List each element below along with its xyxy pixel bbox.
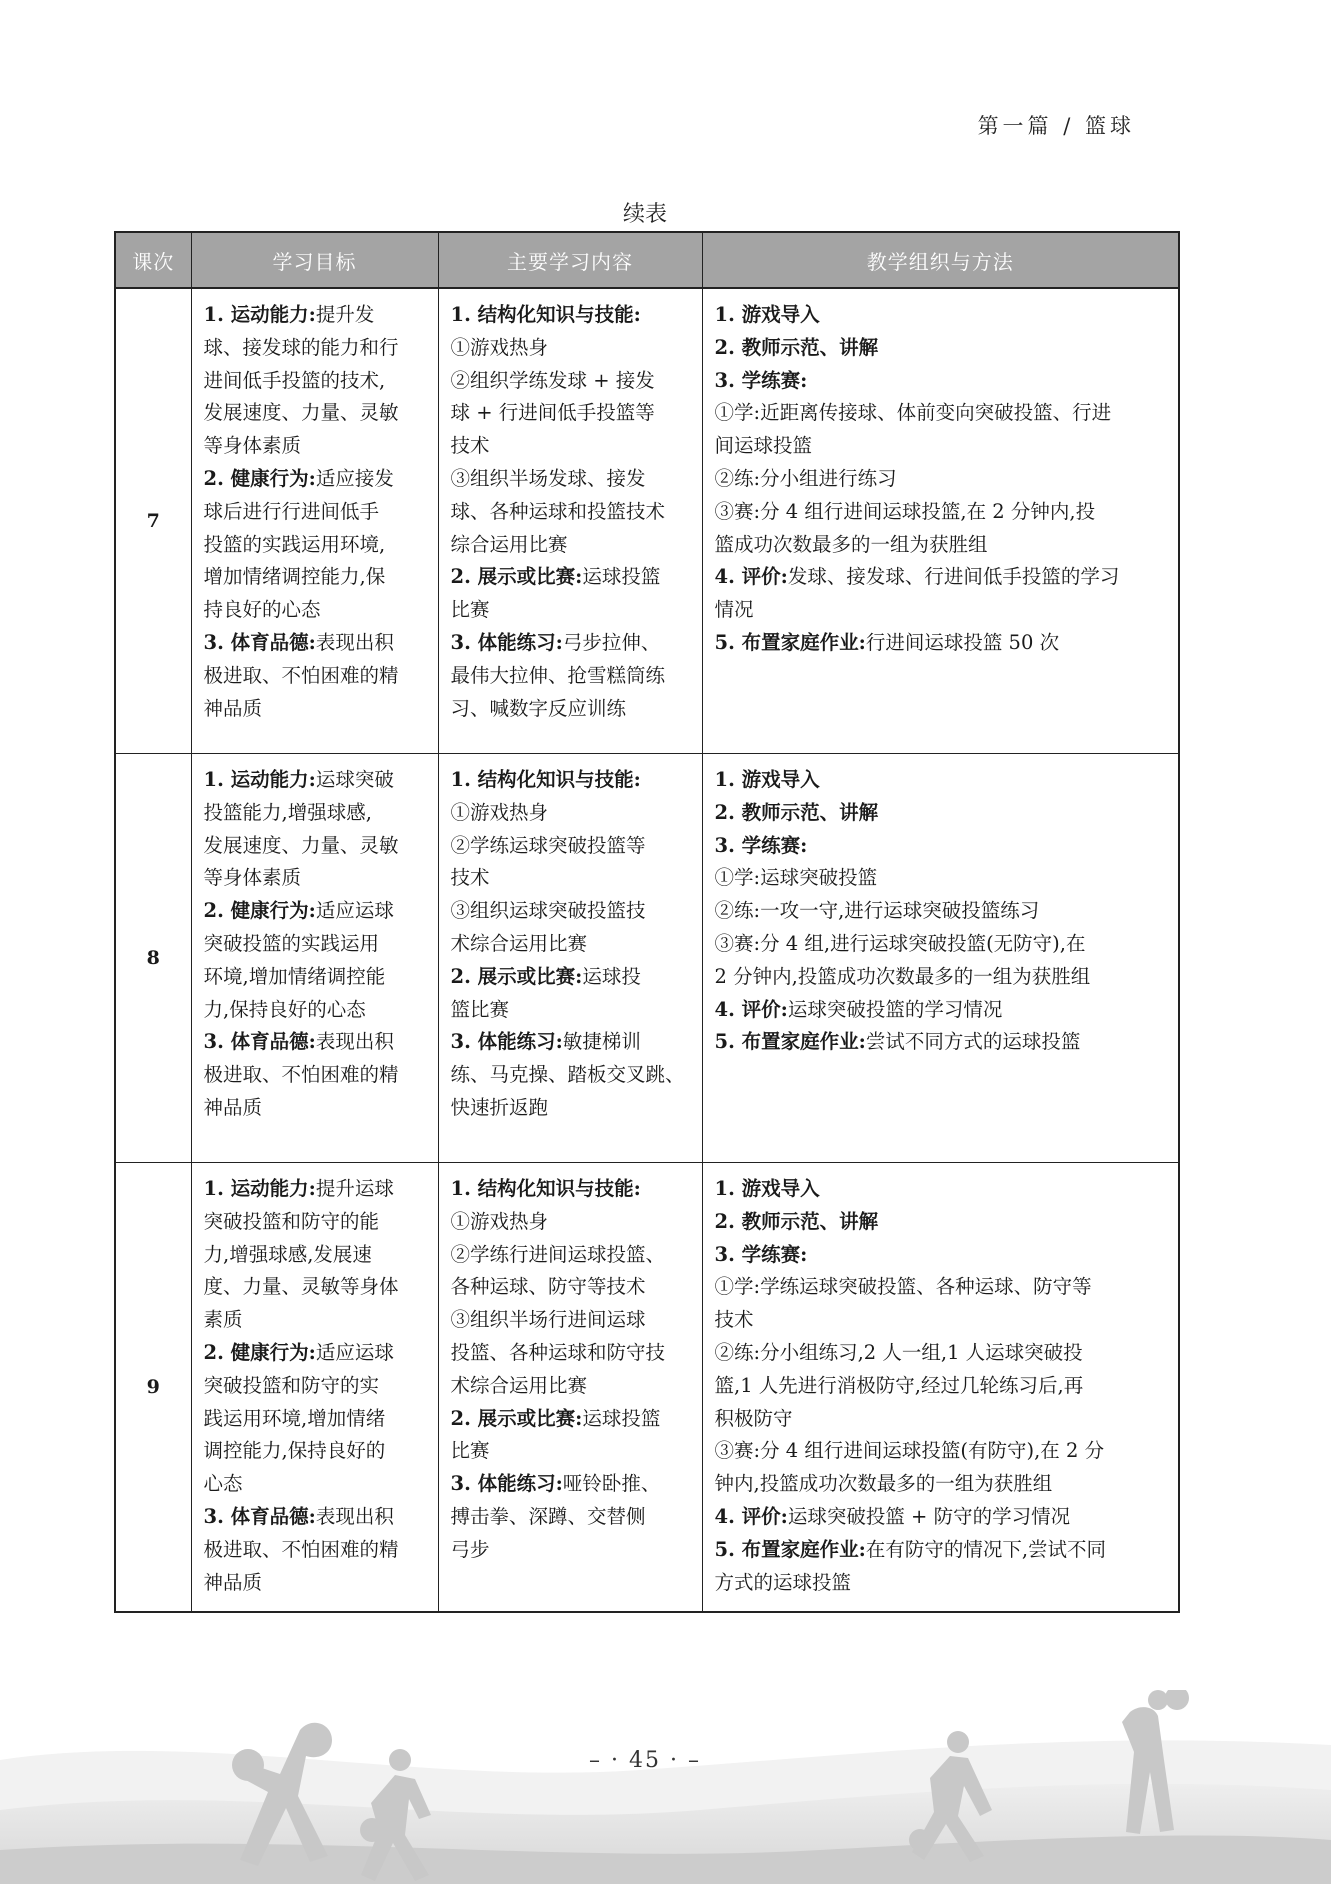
footer-decoration [0,1690,1331,1884]
item-label: 3. 体能练习: [450,1030,563,1054]
methods-line [715,332,1167,365]
item-text: ②练:分小组练习,2 人一组,1 人运球突破投 [714,1340,1083,1364]
objectives-line [204,895,426,928]
objectives-line [204,561,426,594]
item-text: 球 + 行进间低手投篮等 [450,401,655,425]
item-label: 5. 布置家庭作业: [714,1030,866,1054]
methods-line [715,1370,1167,1403]
content-line [451,797,690,830]
running-head: 第一篇 / 篮球 [977,114,1135,138]
objectives-line [204,830,426,863]
objectives-cell [191,754,438,1163]
content-line [451,529,690,562]
item-label: 3. 体育品德: [203,1030,316,1054]
methods-line [715,1534,1167,1567]
item-text: 尝试不同方式的运球投篮 [865,1030,1081,1054]
objectives-line [204,797,426,830]
objectives-line [204,365,426,398]
content-line [451,496,690,529]
item-text: 发球、接发球、行进间低手投篮的学习 [787,565,1120,589]
item-label: 1. 结构化知识与技能: [450,1177,641,1200]
content-line [451,1403,690,1436]
objectives-line [204,594,426,627]
item-text: 神品质 [203,1570,263,1594]
methods-line [715,627,1167,660]
methods-line [715,529,1167,562]
item-text: 球、各种运球和投篮技术 [450,499,666,523]
item-text: 搏击拳、深蹲、交替侧 [450,1504,646,1528]
item-label: 1. 游戏导入 [714,1177,820,1200]
content-line [451,397,690,430]
content-line [451,463,690,496]
item-label: 1. 结构化知识与技能: [450,303,641,326]
item-text: 等身体素质 [203,434,302,458]
lesson-number: 8 [115,754,191,1163]
content-line [451,1206,690,1239]
item-label: 1. 运动能力: [203,1177,316,1200]
item-text: ①学:学练运球突破投篮、各种运球、防守等 [714,1275,1092,1299]
item-text: 运球投篮 [582,565,661,589]
item-text: ③赛:分 4 组,进行运球突破投篮(无防守),在 [714,931,1086,955]
item-text: 力,增强球感,发展速 [203,1242,372,1266]
methods-line [715,961,1167,994]
item-text: 练、马克操、踏板交叉跳、 [450,1063,685,1087]
objectives-line [204,1435,426,1468]
objectives-line [204,299,426,332]
item-text: 术综合运用比赛 [450,1373,588,1397]
methods-line [715,928,1167,961]
content-line [451,1501,690,1534]
item-text: 素质 [203,1308,243,1332]
methods-line [715,1304,1167,1337]
item-label: 4. 评价: [714,565,788,589]
item-text: 最伟大拉伸、抢雪糕筒练 [450,663,666,687]
objectives-line [204,928,426,961]
item-text: 提升发 [315,303,375,326]
objectives-line [204,1271,426,1304]
item-label: 1. 结构化知识与技能: [450,768,641,791]
item-text: ②练:分小组进行练习 [714,466,897,490]
methods-line [715,1337,1167,1370]
item-label: 2. 展示或比赛: [450,1406,583,1430]
item-text: 适应接发 [315,466,394,490]
item-text: 运球突破 [315,768,394,791]
item-label: 1. 运动能力: [203,768,316,791]
item-text: 神品质 [203,1095,263,1119]
objectives-line [204,1501,426,1534]
methods-line [715,1501,1167,1534]
item-label: 3. 学练赛: [714,1242,808,1266]
objectives-line [204,529,426,562]
objectives-line [204,496,426,529]
item-text: 适应运球 [315,899,394,923]
objectives-line [204,961,426,994]
methods-line [715,561,1167,594]
item-text: 运球投 [582,964,641,988]
objectives-line [204,1206,426,1239]
item-label: 2. 教师示范、讲解 [714,800,879,824]
lesson-plan-table [114,231,1180,1613]
content-line [451,660,690,693]
item-text: ②学练运球突破投篮等 [450,833,646,857]
item-text: 方式的运球投篮 [714,1570,852,1594]
item-text: ③组织半场发球、接发 [450,466,646,490]
item-text: 球、接发球的能力和行 [203,335,399,359]
item-label: 3. 体能练习: [450,1472,563,1496]
methods-cell [702,754,1179,1163]
item-label: 3. 学练赛: [714,833,808,857]
item-label: 3. 体育品德: [203,1504,316,1528]
column-header-content: 主要学习内容 [438,232,702,288]
item-text: ②学练行进间运球投篮、 [450,1242,666,1266]
content-line [451,764,690,797]
item-label: 2. 教师示范、讲解 [714,1209,879,1233]
objectives-line [204,1337,426,1370]
methods-line [715,830,1167,863]
item-text: 弓步 [450,1537,490,1561]
objectives-line [204,764,426,797]
item-text: 持良好的心态 [203,598,321,622]
content-line [451,1092,690,1125]
item-text: ②组织学练发球 + 接发 [450,368,655,392]
item-label: 3. 体能练习: [450,630,563,654]
item-text: 技术 [450,434,490,458]
content-line [451,994,690,1027]
page-number: – · 45 · – [589,1748,701,1773]
objectives-line [204,463,426,496]
table-row [115,754,1179,1163]
item-text: ③组织半场行进间运球 [450,1308,646,1332]
item-text: 弓步拉伸、 [562,630,661,654]
content-line [451,299,690,332]
item-text: 篮成功次数最多的一组为获胜组 [714,532,988,556]
table-header-row [115,232,1179,288]
item-text: 投篮的实践运用环境, [203,532,386,556]
table-caption: 续表 [622,202,667,227]
item-text: 神品质 [203,696,263,720]
item-text: ③赛:分 4 组行进间运球投篮(有防守),在 2 分 [714,1439,1105,1463]
objectives-line [204,1370,426,1403]
content-line [451,928,690,961]
objectives-line [204,1239,426,1272]
item-text: 突破投篮和防守的能 [203,1209,380,1233]
item-text: 情况 [714,598,754,622]
methods-line [715,862,1167,895]
item-text: 投篮、各种运球和防守技 [450,1340,666,1364]
item-label: 3. 体育品德: [203,630,316,654]
item-text: 极进取、不怕困难的精 [203,1063,399,1087]
item-label: 1. 游戏导入 [714,303,820,326]
table-row [115,288,1179,754]
item-text: ①游戏热身 [450,335,549,359]
objectives-line [204,332,426,365]
content-cell [438,1163,702,1613]
item-label: 5. 布置家庭作业: [714,630,866,654]
objectives-line [204,862,426,895]
methods-line [715,994,1167,1027]
content-line [451,1534,690,1567]
item-label: 2. 健康行为: [203,1340,316,1364]
column-header-objectives: 学习目标 [191,232,438,288]
item-text: ①游戏热身 [450,800,549,824]
content-line [451,365,690,398]
item-text: 篮比赛 [450,997,510,1021]
lesson-number: 7 [115,288,191,754]
item-text: 技术 [714,1308,754,1332]
methods-cell [702,288,1179,754]
item-text: 积极防守 [714,1406,793,1430]
content-line [451,830,690,863]
content-line [451,594,690,627]
content-line [451,332,690,365]
content-line [451,627,690,660]
content-line [451,693,690,726]
content-line [451,1059,690,1092]
item-text: 度、力量、灵敏等身体 [203,1275,399,1299]
content-line [451,862,690,895]
objectives-line [204,693,426,726]
item-label: 3. 学练赛: [714,368,808,392]
item-text: 比赛 [450,1439,490,1463]
methods-line [715,764,1167,797]
methods-line [715,1026,1167,1059]
methods-line [715,797,1167,830]
methods-line [715,1206,1167,1239]
item-text: 行进间运球投篮 50 次 [865,630,1060,654]
item-text: ①游戏热身 [450,1209,549,1233]
objectives-line [204,1403,426,1436]
item-text: 篮,1 人先进行消极防守,经过几轮练习后,再 [714,1373,1084,1397]
objectives-cell [191,288,438,754]
item-text: 在有防守的情况下,尝试不同 [865,1537,1107,1561]
lesson-number: 9 [115,1163,191,1613]
content-line [451,1435,690,1468]
item-text: 突破投篮和防守的实 [203,1373,380,1397]
item-text: 心态 [203,1472,243,1496]
item-label: 2. 健康行为: [203,466,316,490]
methods-line [715,365,1167,398]
item-text: 技术 [450,866,490,890]
objectives-line [204,1026,426,1059]
item-label: 2. 展示或比赛: [450,565,583,589]
methods-line [715,1403,1167,1436]
item-text: ③组织运球突破投篮技 [450,899,646,923]
item-text: 球后进行行进间低手 [203,499,380,523]
item-text: 运球突破投篮 + 防守的学习情况 [787,1504,1071,1528]
item-text: 间运球投篮 [714,434,813,458]
item-text: 增加情绪调控能力,保 [203,565,386,589]
objectives-cell [191,1163,438,1613]
objectives-line [204,1534,426,1567]
column-header-methods: 教学组织与方法 [702,232,1179,288]
item-text: 2 分钟内,投篮成功次数最多的一组为获胜组 [714,964,1091,988]
content-line [451,430,690,463]
content-line [451,1468,690,1501]
item-text: 投篮能力,增强球感, [203,800,372,824]
content-line [451,1173,690,1206]
item-text: ②练:一攻一守,进行运球突破投篮练习 [714,899,1040,923]
item-label: 2. 展示或比赛: [450,964,583,988]
item-text: 表现出积 [315,1504,394,1528]
item-text: 敏捷梯训 [562,1030,641,1054]
item-label: 5. 布置家庭作业: [714,1537,866,1561]
objectives-line [204,1567,426,1600]
item-text: 钟内,投篮成功次数最多的一组为获胜组 [714,1472,1053,1496]
content-line [451,1026,690,1059]
content-cell [438,754,702,1163]
table-row [115,1163,1179,1613]
item-text: 快速折返跑 [450,1095,549,1119]
content-line [451,895,690,928]
item-text: 践运用环境,增加情绪 [203,1406,386,1430]
item-text: 习、喊数字反应训练 [450,696,627,720]
objectives-line [204,627,426,660]
methods-line [715,1435,1167,1468]
footer-wave-graphic [0,1690,1331,1884]
item-text: 适应运球 [315,1340,394,1364]
methods-line [715,463,1167,496]
item-text: 等身体素质 [203,866,302,890]
item-label: 2. 教师示范、讲解 [714,335,879,359]
item-text: 各种运球、防守等技术 [450,1275,646,1299]
methods-line [715,430,1167,463]
methods-line [715,1173,1167,1206]
content-line [451,1337,690,1370]
content-line [451,561,690,594]
item-text: 综合运用比赛 [450,532,568,556]
item-text: 运球投篮 [582,1406,661,1430]
item-text: 术综合运用比赛 [450,931,588,955]
objectives-line [204,1092,426,1125]
methods-line [715,397,1167,430]
content-cell [438,288,702,754]
item-label: 4. 评价: [714,997,788,1021]
item-text: 极进取、不怕困难的精 [203,663,399,687]
item-text: 表现出积 [315,1030,394,1054]
item-text: 表现出积 [315,630,394,654]
item-text: 提升运球 [315,1177,394,1200]
item-text: 发展速度、力量、灵敏 [203,401,399,425]
methods-line [715,594,1167,627]
item-label: 2. 健康行为: [203,899,316,923]
objectives-line [204,1468,426,1501]
objectives-line [204,397,426,430]
methods-line [715,1468,1167,1501]
methods-line [715,299,1167,332]
item-text: 调控能力,保持良好的 [203,1439,386,1463]
objectives-line [204,1173,426,1206]
objectives-line [204,1059,426,1092]
item-label: 4. 评价: [714,1504,788,1528]
item-text: 突破投篮的实践运用 [203,931,380,955]
content-line [451,1239,690,1272]
methods-line [715,1239,1167,1272]
item-text: ③赛:分 4 组行进间运球投篮,在 2 分钟内,投 [714,499,1096,523]
item-text: ①学:运球突破投篮 [714,866,878,890]
item-label: 1. 游戏导入 [714,768,820,791]
item-label: 1. 运动能力: [203,303,316,326]
content-line [451,1370,690,1403]
item-text: 极进取、不怕困难的精 [203,1537,399,1561]
column-header-lesson: 课次 [115,232,191,288]
objectives-line [204,1304,426,1337]
content-line [451,1271,690,1304]
item-text: 力,保持良好的心态 [203,997,366,1021]
objectives-line [204,660,426,693]
item-text: 环境,增加情绪调控能 [203,964,386,988]
content-line [451,1304,690,1337]
methods-cell [702,1163,1179,1613]
item-text: ①学:近距离传接球、体前变向突破投篮、行进 [714,401,1112,425]
item-text: 哑铃卧推、 [562,1472,661,1496]
objectives-line [204,994,426,1027]
methods-line [715,895,1167,928]
methods-line [715,496,1167,529]
content-line [451,961,690,994]
item-text: 比赛 [450,598,490,622]
item-text: 发展速度、力量、灵敏 [203,833,399,857]
methods-line [715,1567,1167,1600]
item-text: 运球突破投篮的学习情况 [787,997,1003,1021]
item-text: 进间低手投篮的技术, [203,368,386,392]
methods-line [715,1271,1167,1304]
objectives-line [204,430,426,463]
